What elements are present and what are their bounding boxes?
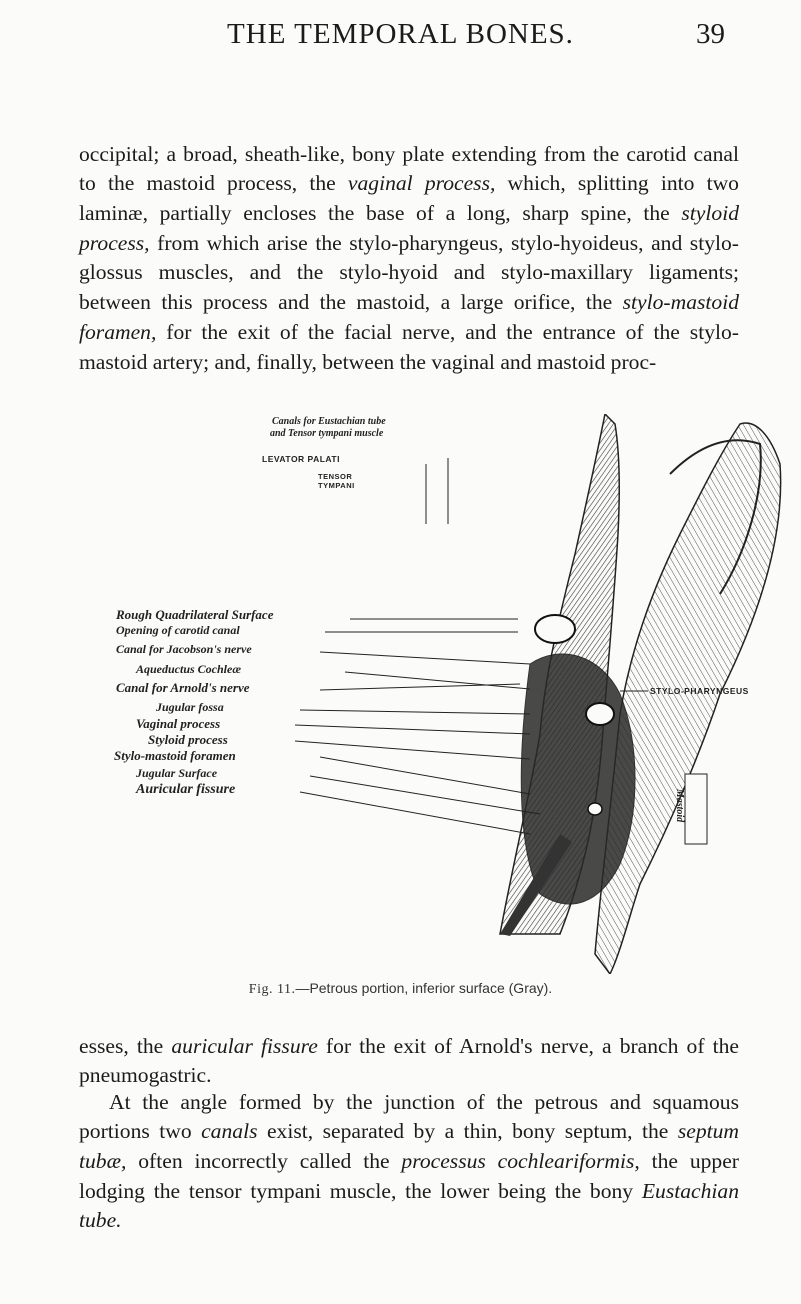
label-stylo-mastoid-foramen: Stylo-mastoid foramen [114,748,236,763]
text-run: which, splitting into two laminæ, partially encloses the base of a long, sharp spine, the [79,171,739,225]
mastoid-label-box [685,774,707,844]
term-septum-tubae: septum tubæ, [79,1119,740,1173]
label-jugular-surface: Jugular Surface [136,766,218,780]
text-run: occipital; a broad, sheath-like, bony plate extending from the carotid canal to the mastoid process, the [79,141,739,196]
figure-caption [0,980,801,998]
term-processus-cochleariformis: processus cochleariformis, [401,1149,640,1173]
label-rough-surface: Rough Quadrilateral Surface [116,607,274,622]
text-run: for the exit of the facial nerve, and the entrance of the stylo-mastoid artery; and, finally, between the vaginal and mastoid proc- [79,319,739,374]
petrous-body-shape [521,654,635,904]
carotid-opening-shape [535,615,575,643]
text-run: exist, separated by a thin, bony septum, the [257,1119,678,1144]
text-run: from which arise the stylo-pharyngeus, stylo-hyoideus, and stylo-glossus muscles, and the stylo-hyoid and stylo-maxillary ligaments; between this process and the mastoid, a large orifice, the [79,230,739,315]
label-canals: Canals for Eustachian tube [272,416,386,427]
page-number: 39 [696,18,725,50]
running-title: THE TEMPORAL BONES. [227,18,574,50]
term-eustachian-tube: Eustachian tube. [79,1178,739,1233]
text-run: the upper lodging the tensor tympani muscle, the lower being the bony [79,1149,739,1203]
label-auricular-fissure: Auricular fissure [136,782,236,797]
squamous-mastoid-shape [595,423,781,974]
paragraph-canals [79,1088,739,1237]
paragraph-vaginal-styloid [79,140,739,378]
term-auricular-fissure: auricular fissure [171,1033,318,1058]
label-tensor: TENSOR [318,472,353,481]
term-styloid-process: styloid process, [79,201,739,255]
text-run: often incorrectly called the [126,1149,402,1173]
label-levator-palati: LEVATOR PALATI [262,454,340,464]
label-arnold-canal: Canal for Arnold's nerve [116,680,250,695]
text-run: for the exit of Arnold's nerve, a branch of the pneumogastric. [79,1033,739,1088]
label-mastoid: Mastoid [674,788,686,823]
stylomastoid-foramen-shape [588,803,602,815]
term-canals: canals [201,1119,258,1144]
figure-petrous-inferior [114,414,790,974]
label-vaginal-process: Vaginal process [136,716,221,731]
label-jacobson-canal: Canal for Jacobson's nerve [116,642,252,656]
term-vaginal-process: vaginal process, [347,171,496,196]
caption-text: —Petrous portion, inferior surface (Gray). [295,980,553,996]
text-run: esses, the [79,1033,172,1058]
label-styloid-process: Styloid process [148,732,228,747]
text-run: At the angle formed by the junction of the petrous and squamous portions two [79,1089,739,1144]
paragraph-auricular-fissure [79,1032,739,1091]
label-carotid-opening: Opening of carotid canal [116,623,240,637]
label-tympani: TYMPANI [318,481,355,490]
caption-figure-number: Fig. 11. [248,982,296,997]
label-canals-2: and Tensor tympani muscle [270,428,384,439]
label-jugular-fossa: Jugular fossa [156,700,224,714]
label-stylo-pharyngeus: STYLO-PHARYNGEUS [650,686,749,696]
term-stylo-mastoid-foramen: stylo-mastoid foramen, [79,290,739,344]
label-aqueductus: Aqueductus Cochleæ [136,662,242,676]
running-head [0,18,801,58]
jugular-fossa-shape [586,703,614,725]
